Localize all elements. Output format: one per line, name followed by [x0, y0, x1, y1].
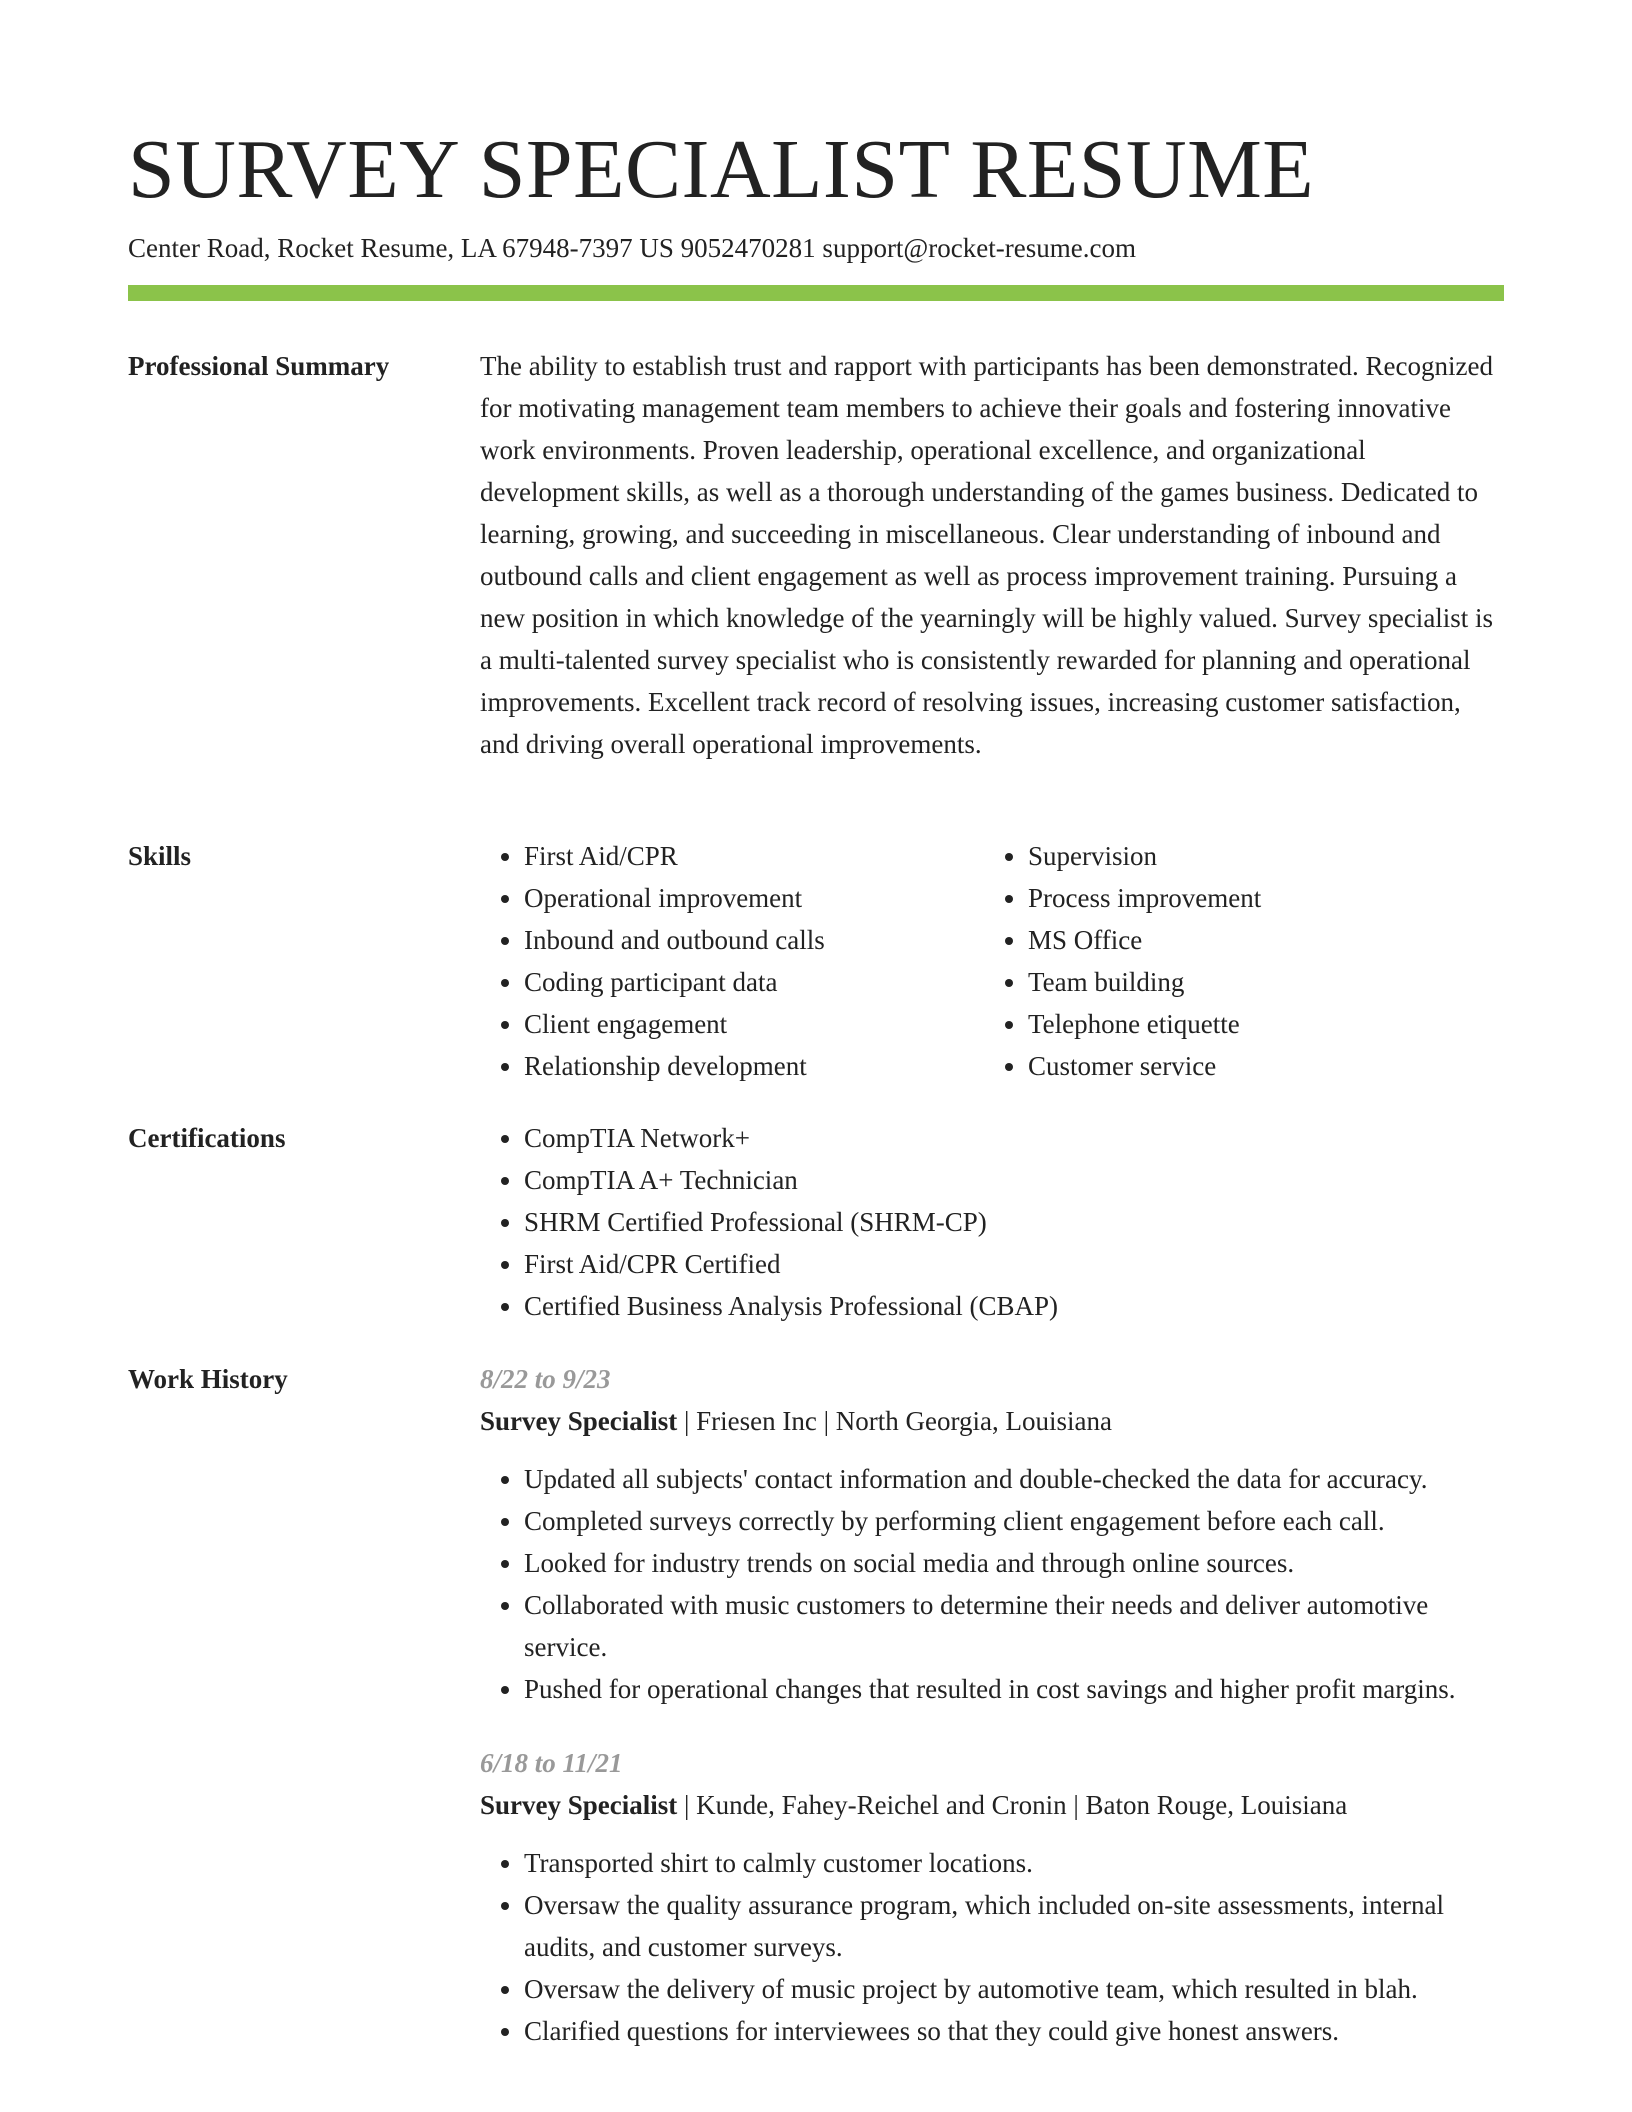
skill-item: • Inbound and outbound calls [524, 919, 984, 961]
job-dates: 6/18 to 11/21 [480, 1748, 623, 1778]
skill-item: • Client engagement [524, 1003, 984, 1045]
job-bullet: • Completed surveys correctly by performing client engagement before each call. [524, 1500, 1504, 1542]
skill-item: • Relationship development [524, 1045, 984, 1087]
contact-info: Center Road, Rocket Resume, LA 67948-7397 US 9052470281 support@rocket-resume.com [128, 233, 1136, 263]
job-bullet: • Pushed for operational changes that resulted in cost savings and higher profit margins. [524, 1668, 1504, 1710]
work-history-body [480, 1358, 1504, 2084]
certification-item: • First Aid/CPR Certified [524, 1243, 1504, 1285]
job-title: Survey Specialist [480, 1790, 678, 1820]
resume-title: SURVEY SPECIALIST RESUME [128, 123, 1315, 216]
job-bullet: • Updated all subjects' contact information and double-checked the data for accuracy. [524, 1458, 1504, 1500]
job-title: Survey Specialist [480, 1406, 678, 1436]
job-entry [480, 1358, 1504, 1710]
summary-text: The ability to establish trust and rapport with participants has been demonstrated. Recognized for motivating management team members to achieve their goals and fostering innovative work environments. Proven leadership, operational excellence, and organizational development skills, as well as a thorough understanding of the games business. Dedicated to learning, growing, and succeeding in miscellaneous. Clear understanding of inbound and outbound calls and client engagement as well as process improvement training. Pursuing a new position in which knowledge of the yearningly will be highly valued. Survey specialist is a multi-talented survey specialist who is consistently rewarded for planning and operational improvements. Excellent track record of resolving issues, increasing customer satisfaction, and driving overall operational improvements. [480, 351, 1494, 759]
skill-item: • First Aid/CPR [524, 835, 984, 877]
header-divider [128, 285, 1504, 301]
job-entry [480, 1742, 1504, 2052]
skill-item: • Customer service [1028, 1045, 1488, 1087]
job-heading [480, 1400, 1504, 1442]
skill-item: • Operational improvement [524, 877, 984, 919]
skills-body [480, 835, 1504, 1087]
job-bullet: • Transported shirt to calmly customer locations. [524, 1842, 1504, 1884]
job-bullet: • Oversaw the delivery of music project by automotive team, which resulted in blah. [524, 1968, 1504, 2010]
certification-item: • SHRM Certified Professional (SHRM-CP) [524, 1201, 1504, 1243]
certification-item: • CompTIA Network+ [524, 1117, 1504, 1159]
skill-item: • Coding participant data [524, 961, 984, 1003]
certification-item: • CompTIA A+ Technician [524, 1159, 1504, 1201]
job-bullet: • Looked for industry trends on social media and through online sources. [524, 1542, 1504, 1584]
job-heading [480, 1784, 1504, 1826]
job-bullet: • Clarified questions for interviewees so that they could give honest answers. [524, 2010, 1504, 2052]
certifications-body [480, 1117, 1504, 1327]
summary-body [480, 345, 1504, 765]
skill-item: • MS Office [1028, 919, 1488, 961]
skills-column-right [984, 835, 1488, 1087]
skill-item: • Telephone etiquette [1028, 1003, 1488, 1045]
skills-column-left [480, 835, 984, 1087]
summary-label: Professional Summary [128, 351, 390, 381]
work-history-label: Work History [128, 1364, 288, 1394]
skill-item: • Supervision [1028, 835, 1488, 877]
job-dates: 8/22 to 9/23 [480, 1364, 611, 1394]
skills-label: Skills [128, 841, 192, 871]
skill-item: • Team building [1028, 961, 1488, 1003]
certifications-label: Certifications [128, 1123, 286, 1153]
skill-item: • Process improvement [1028, 877, 1488, 919]
job-bullet: • Oversaw the quality assurance program, which included on-site assessments, internal audits, and customer surveys. [524, 1884, 1504, 1968]
job-bullet: • Collaborated with music customers to determine their needs and deliver automotive service. [524, 1584, 1504, 1668]
job-company-location: | Friesen Inc | North Georgia, Louisiana [677, 1406, 1112, 1436]
certification-item: • Certified Business Analysis Professional (CBAP) [524, 1285, 1504, 1327]
job-company-location: | Kunde, Fahey-Reichel and Cronin | Baton Rouge, Louisiana [677, 1790, 1348, 1820]
